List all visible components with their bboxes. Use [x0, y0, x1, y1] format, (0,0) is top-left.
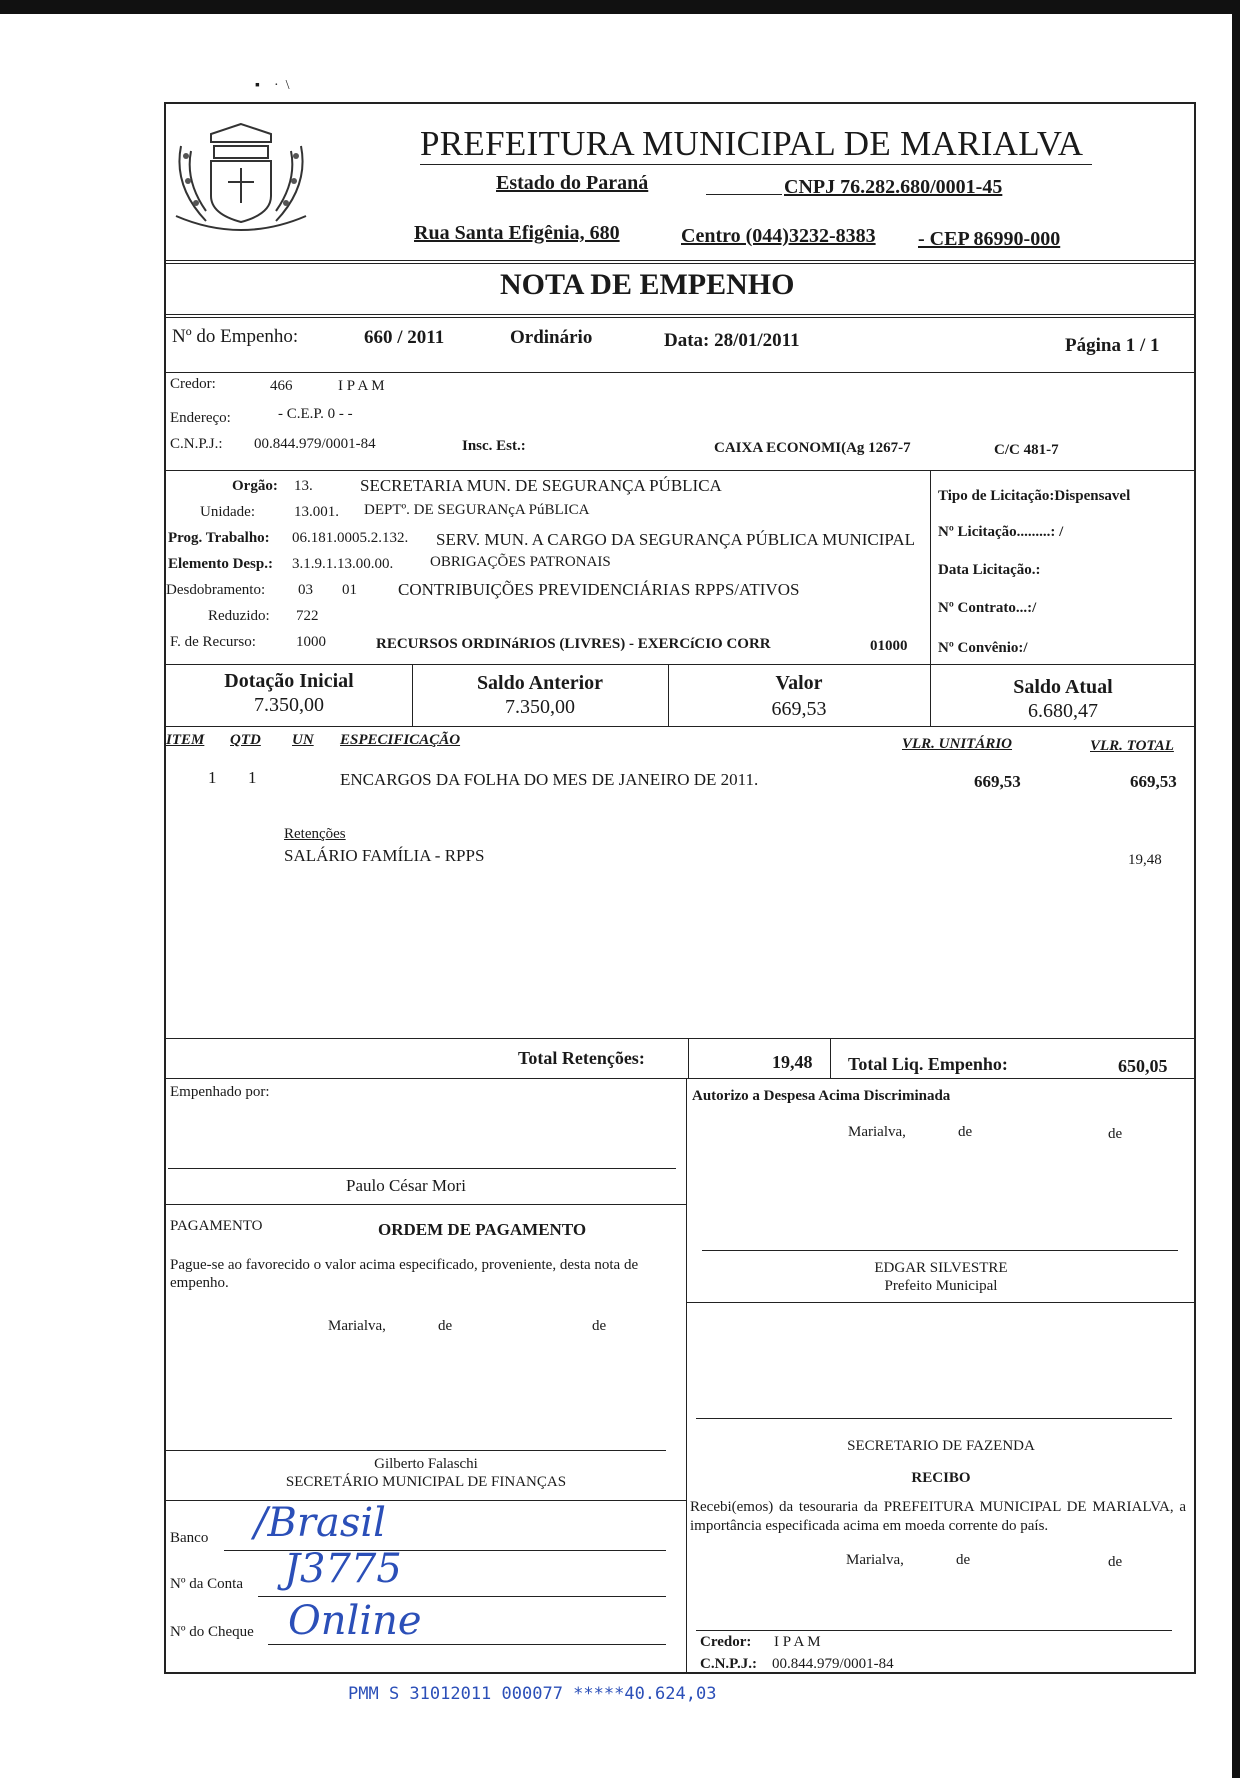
summary-divider-2 — [830, 1038, 831, 1078]
title-divider-2 — [166, 317, 1196, 318]
title-underline — [420, 164, 1092, 165]
header-divider — [166, 260, 1196, 261]
ordem-pagamento-label: ORDEM DE PAGAMENTO — [378, 1220, 587, 1239]
empenho-type: Ordinário — [510, 327, 593, 348]
autorizo-city: Marialva, — [848, 1124, 906, 1140]
elem-code: 3.1.9.1.13.00.00. — [292, 556, 394, 572]
recibo-text: Recebi(emos) da tesouraria da PREFEITURA MUNICIPAL DE MARIALVA, a importância especificada acima em moeda corrente do país. — [690, 1499, 1186, 1534]
data-licitacao: Data Licitação.: — [938, 562, 1041, 578]
bank-agency: CAIXA ECONOMI(Ag 1267-7 — [714, 440, 911, 456]
item-row-item: 1 — [208, 768, 217, 787]
empenho-date: Data: 28/01/2011 — [664, 330, 800, 351]
unidade-code: 13.001. — [294, 504, 339, 520]
credor-divider — [166, 470, 1196, 471]
scan-specks: ▪ · \ — [255, 78, 290, 93]
sec-fin-role: SECRETÁRIO MUNICIPAL DE FINANÇAS — [285, 1474, 567, 1490]
n-licitacao: Nº Licitação.........: / — [938, 524, 1064, 540]
pague-text: Pague-se ao favorecido o valor acima especificado, proveniente, desta nota de empenho. — [170, 1257, 639, 1291]
state-cnpj-rule — [706, 194, 782, 195]
page-number: Página 1 / 1 — [1065, 335, 1160, 356]
prefeito-name: EDGAR SILVESTRE — [874, 1260, 1008, 1276]
scan-border-right — [1232, 0, 1240, 1778]
saldo-atual-label: Saldo Atual — [1013, 676, 1113, 698]
item-row-vlr-unitario: 669,53 — [974, 772, 1021, 791]
budget-vertical-divider — [930, 470, 931, 666]
saldo-atual-value: 6.680,47 — [1028, 700, 1098, 722]
prefeitura-cnpj: CNPJ 76.282.680/0001-45 — [784, 176, 1003, 198]
recibo-cnpj: 00.844.979/0001-84 — [772, 1656, 894, 1672]
cnpj-label: C.N.P.J.: — [170, 436, 223, 452]
sec-fin-signature-line — [166, 1450, 666, 1451]
recurso-label: F. de Recurso: — [170, 634, 256, 650]
desd-code-1: 03 — [298, 582, 313, 598]
n-contrato: Nº Contrato...:/ — [938, 600, 1037, 616]
recibo-city: Marialva, — [846, 1552, 904, 1568]
item-row-qtd: 1 — [248, 768, 257, 787]
bank-account: C/C 481-7 — [994, 442, 1059, 458]
conta-line[interactable] — [258, 1596, 666, 1597]
desd-name: CONTRIBUIÇÕES PREVIDENCIÁRIAS RPPS/ATIVOS — [398, 580, 800, 599]
credor-address: - C.E.P. 0 - - — [278, 406, 353, 422]
total-liq-label: Total Liq. Empenho: — [848, 1054, 1008, 1074]
recurso-code: 1000 — [296, 634, 326, 650]
retencao-name: SALÁRIO FAMÍLIA - RPPS — [284, 846, 485, 865]
item-row-vlr-total: 669,53 — [1130, 772, 1177, 791]
budget-divider — [166, 664, 1196, 665]
col-vlr-unitario: VLR. UNITÁRIO — [902, 736, 1013, 752]
total-liq-value: 650,05 — [1118, 1056, 1168, 1076]
prog-label: Prog. Trabalho: — [168, 530, 270, 546]
empenhado-label: Empenhado por: — [170, 1084, 270, 1100]
retencao-value: 19,48 — [1128, 852, 1162, 868]
recibo-signature-line — [696, 1630, 1172, 1631]
cheque-label: Nº do Cheque — [170, 1624, 254, 1640]
saldo-anterior-value: 7.350,00 — [505, 696, 575, 718]
desd-label: Desdobramento: — [166, 582, 266, 598]
address-label: Endereço: — [170, 410, 231, 426]
pagamento-de-1: de — [438, 1318, 453, 1334]
prefeito-divider — [686, 1302, 1196, 1303]
recurso-name: RECURSOS ORDINáRIOS (LIVRES) - EXERCíCIO CORR — [376, 636, 771, 652]
recibo-credor-name: I P A M — [774, 1634, 821, 1650]
prefeitura-title: PREFEITURA MUNICIPAL DE MARIALVA — [420, 124, 1084, 163]
col-especificacao: ESPECIFICAÇÃO — [340, 732, 461, 748]
scan-border-top — [0, 0, 1240, 14]
state-label: Estado do Paraná — [496, 172, 649, 194]
sec-fazenda-signature-line — [696, 1418, 1172, 1419]
lower-vertical-divider — [686, 1078, 687, 1674]
insc-est-label: Insc. Est.: — [462, 438, 526, 454]
recurso-ref: 01000 — [870, 638, 908, 654]
empenhado-divider — [166, 1204, 686, 1205]
desd-code-2: 01 — [342, 582, 357, 598]
total-retencoes-value: 19,48 — [772, 1052, 813, 1072]
orgao-name: SECRETARIA MUN. DE SEGURANÇA PÚBLICA — [360, 476, 722, 495]
sec-fin-divider — [166, 1500, 686, 1501]
summary-bottom-rule — [166, 1078, 1196, 1079]
cep: - CEP 86990-000 — [918, 228, 1061, 250]
cheque-line[interactable] — [268, 1644, 666, 1645]
credor-cnpj: 00.844.979/0001-84 — [254, 436, 376, 452]
col-qtd: QTD — [230, 732, 261, 748]
autorizo-de-1: de — [958, 1124, 973, 1140]
orgao-label: Orgão: — [232, 478, 278, 494]
empenho-number-label: Nº do Empenho: — [172, 326, 299, 347]
orgao-code: 13. — [294, 478, 313, 494]
recibo-label: RECIBO — [911, 1470, 971, 1486]
coat-of-arms-icon — [166, 106, 316, 236]
valor-label: Valor — [775, 672, 823, 694]
conta-handwriting: J3775 — [284, 1546, 402, 1592]
credor-label: Credor: — [170, 376, 216, 392]
unidade-name: DEPTº. DE SEGURANçA PúBLICA — [364, 502, 590, 518]
recibo-cnpj-label: C.N.P.J.: — [700, 1656, 757, 1672]
autorizo-de-2: de — [1108, 1126, 1123, 1142]
col-item: ITEM — [166, 732, 205, 748]
elem-name: OBRIGAÇÕES PATRONAIS — [430, 554, 611, 570]
header-divider-2 — [166, 263, 1196, 264]
credor-code: 466 — [270, 378, 293, 394]
retencoes-label: Retenções — [284, 826, 346, 842]
col-un: UN — [292, 732, 314, 748]
district-phone: Centro (044)3232-8383 — [681, 225, 876, 247]
prog-name: SERV. MUN. A CARGO DA SEGURANÇA PÚBLICA MUNICIPAL — [436, 530, 915, 549]
payment-stamp: PMM S 31012011 000077 *****40.624,03 — [348, 1684, 717, 1704]
recibo-de-2: de — [1108, 1554, 1123, 1570]
dotacao-value: 7.350,00 — [254, 694, 324, 716]
dotacao-label: Dotação Inicial — [224, 670, 354, 692]
n-convenio: Nº Convênio:/ — [938, 640, 1028, 656]
title-divider — [166, 314, 1196, 315]
unidade-label: Unidade: — [200, 504, 255, 520]
totals-divider — [166, 726, 1196, 727]
total-retencoes-label: Total Retenções: — [518, 1048, 645, 1068]
item-row-especificacao: ENCARGOS DA FOLHA DO MES DE JANEIRO DE 2011. — [340, 770, 759, 789]
reduzido-value: 722 — [296, 608, 319, 624]
banco-label: Banco — [170, 1530, 209, 1546]
empenho-number: 660 / 2011 — [364, 327, 445, 348]
credor-name: I P A M — [338, 378, 385, 394]
nota-de-empenho-document — [164, 102, 1196, 1674]
prefeito-signature-line — [702, 1250, 1178, 1251]
prefeito-role: Prefeito Municipal — [884, 1278, 998, 1294]
cheque-handwriting: Online — [288, 1598, 422, 1644]
autorizo-despesa: Autorizo a Despesa Acima Discriminada — [692, 1088, 951, 1104]
valor-value: 669,53 — [771, 698, 827, 720]
doc-title: NOTA DE EMPENHO — [500, 268, 795, 301]
pagamento-de-2: de — [592, 1318, 607, 1334]
conta-label: Nº da Conta — [170, 1576, 243, 1592]
pagamento-label: PAGAMENTO — [170, 1218, 263, 1234]
empenhado-signature-line — [168, 1168, 676, 1169]
summary-top-rule — [166, 1038, 1196, 1039]
col-vlr-total: VLR. TOTAL — [1090, 738, 1174, 754]
street-address: Rua Santa Efigênia, 680 — [414, 222, 620, 244]
sec-fin-name: Gilberto Falaschi — [374, 1456, 478, 1472]
banco-handwriting: /Brasil — [254, 1500, 386, 1546]
sec-fazenda-label: SECRETARIO DE FAZENDA — [847, 1438, 1035, 1454]
recibo-credor-label: Credor: — [700, 1634, 752, 1650]
empenho-divider — [166, 372, 1196, 373]
summary-divider-1 — [688, 1038, 689, 1078]
empenhado-name: Paulo César Mori — [346, 1176, 466, 1195]
pagamento-city: Marialva, — [328, 1318, 386, 1334]
recibo-de-1: de — [956, 1552, 971, 1568]
elem-label: Elemento Desp.: — [168, 556, 273, 572]
saldo-anterior-label: Saldo Anterior — [476, 672, 604, 694]
prog-code: 06.181.0005.2.132. — [292, 530, 409, 546]
tipo-licitacao: Tipo de Licitação:Dispensavel — [938, 488, 1131, 504]
reduzido-label: Reduzido: — [208, 608, 270, 624]
